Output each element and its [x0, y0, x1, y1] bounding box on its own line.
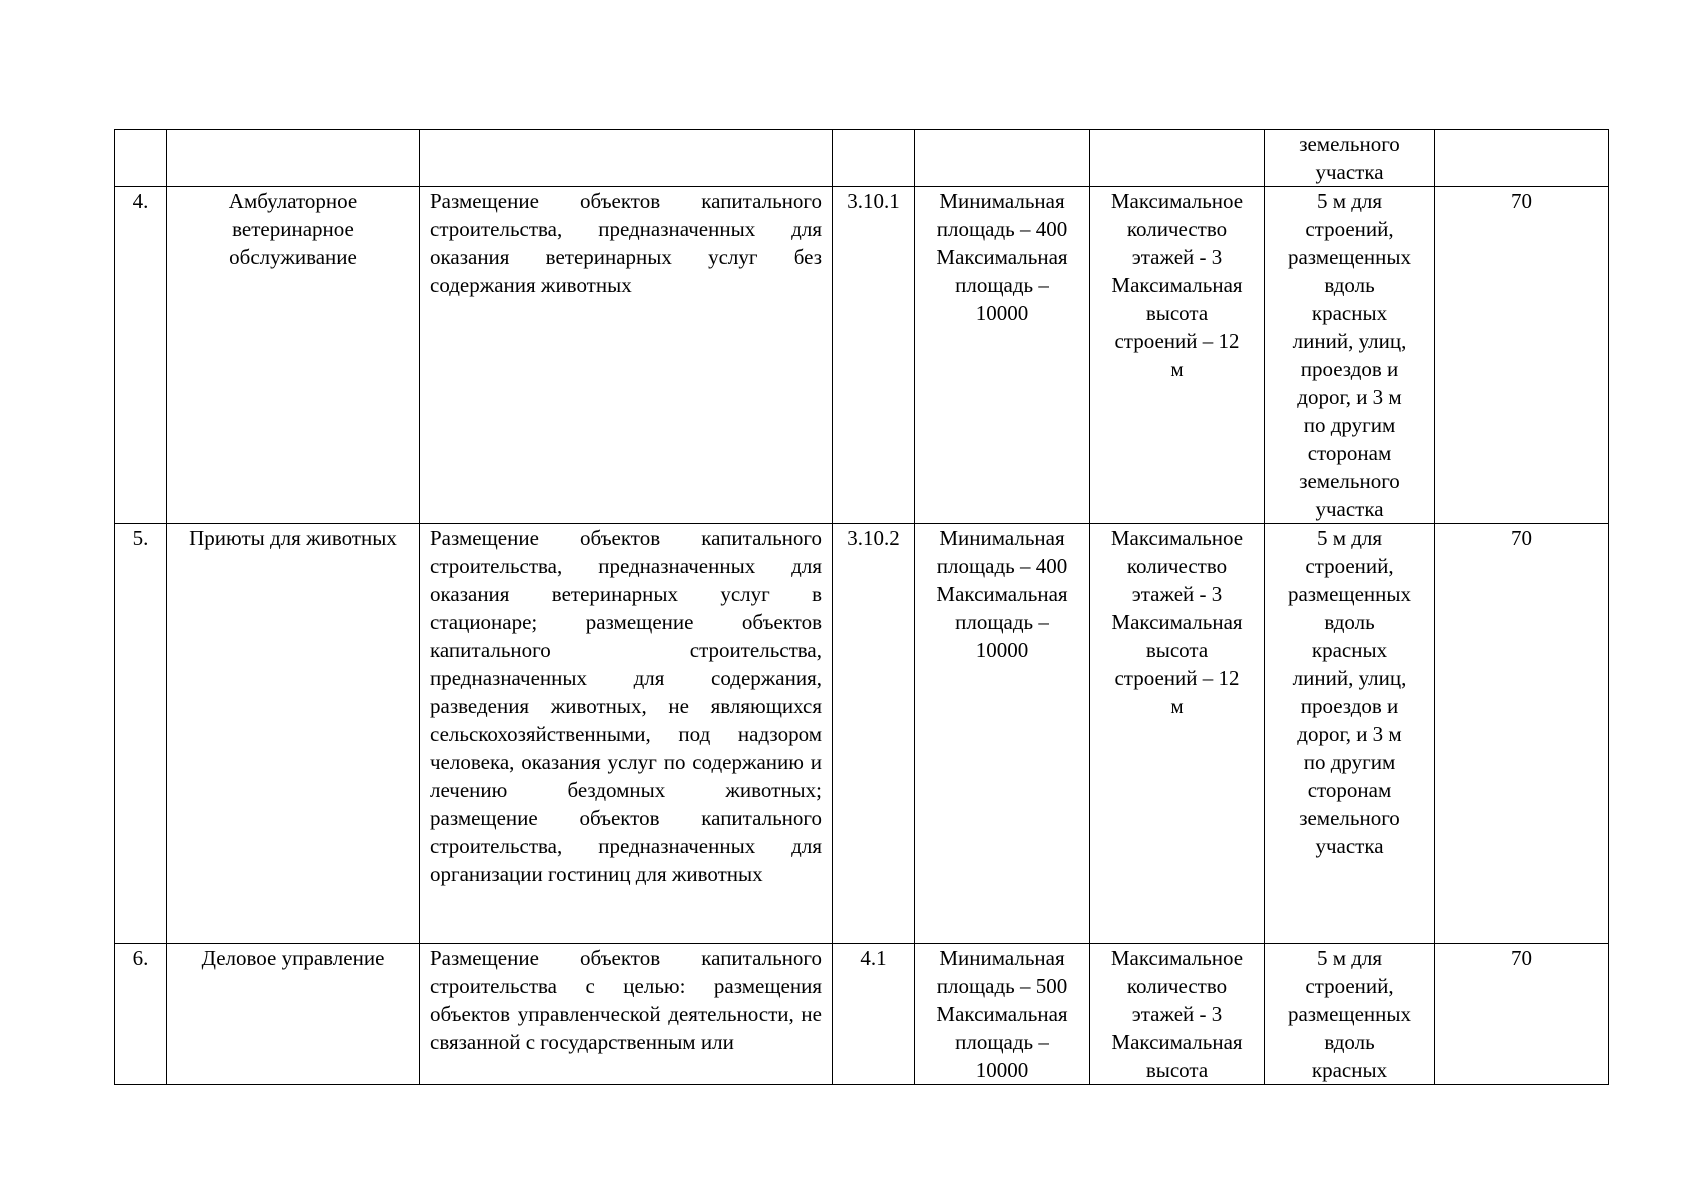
- row-number: 4.: [115, 187, 167, 524]
- plot-area-limits: Минимальная площадь – 500 Максимальная площадь – 10000: [915, 944, 1090, 1085]
- use-type-name: Амбулаторное ветеринарное обслуживание: [167, 187, 420, 524]
- use-code: 3.10.1: [833, 187, 915, 524]
- use-code: [833, 130, 915, 187]
- coverage-percent: 70: [1435, 524, 1609, 944]
- setback-limits: 5 м для строений, размещенных вдоль красных линий, улиц, проездов и дорог, и 3 м по другим сторонам земельного участка: [1265, 187, 1435, 524]
- plot-area-limits: Минимальная площадь – 400 Максимальная площадь – 10000: [915, 187, 1090, 524]
- table-row: [115, 944, 1609, 1085]
- use-description: Размещение объектов капитального строительства, предназначенных для оказания ветеринарных услуг без содержания животных: [420, 187, 833, 524]
- coverage-percent: [1435, 130, 1609, 187]
- coverage-percent: 70: [1435, 944, 1609, 1085]
- floors-height-limits: [1090, 130, 1265, 187]
- plot-area-limits: [915, 130, 1090, 187]
- row-number: 6.: [115, 944, 167, 1085]
- use-description: Размещение объектов капитального строительства, предназначенных для оказания ветеринарных услуг в стационаре; размещение объектов капитального строительства, предназначенных для содержания, разведения животных, не являющихся сельскохозяйственными, под надзором человека, оказания услуг по содержанию и лечению бездомных животных; размещение объектов капитального строительства, предназначенных для организации гостиниц для животных: [420, 524, 833, 944]
- setback-limits: 5 м для строений, размещенных вдоль красных линий, улиц, проездов и дорог, и 3 м по другим сторонам земельного участка: [1265, 524, 1435, 944]
- setback-limits: 5 м для строений, размещенных вдоль красных: [1265, 944, 1435, 1085]
- setback-limits: земельного участка: [1265, 130, 1435, 187]
- floors-height-limits: Максимальное количество этажей - 3 Максимальная высота строений – 12 м: [1090, 524, 1265, 944]
- floors-height-limits: Максимальное количество этажей - 3 Максимальная высота строений – 12 м: [1090, 187, 1265, 524]
- zoning-regulations-table: [114, 129, 1609, 1085]
- use-type-name: [167, 130, 420, 187]
- use-type-name: Приюты для животных: [167, 524, 420, 944]
- use-type-name: Деловое управление: [167, 944, 420, 1085]
- use-code: 4.1: [833, 944, 915, 1085]
- coverage-percent: 70: [1435, 187, 1609, 524]
- use-description: [420, 130, 833, 187]
- table-row: [115, 130, 1609, 187]
- row-number: 5.: [115, 524, 167, 944]
- floors-height-limits: Максимальное количество этажей - 3 Максимальная высота: [1090, 944, 1265, 1085]
- plot-area-limits: Минимальная площадь – 400 Максимальная площадь – 10000: [915, 524, 1090, 944]
- use-code: 3.10.2: [833, 524, 915, 944]
- row-number: [115, 130, 167, 187]
- table-row: [115, 524, 1609, 944]
- use-description: Размещение объектов капитального строительства с целью: размещения объектов управленческой деятельности, не связанной с государственным или: [420, 944, 833, 1085]
- table-row: [115, 187, 1609, 524]
